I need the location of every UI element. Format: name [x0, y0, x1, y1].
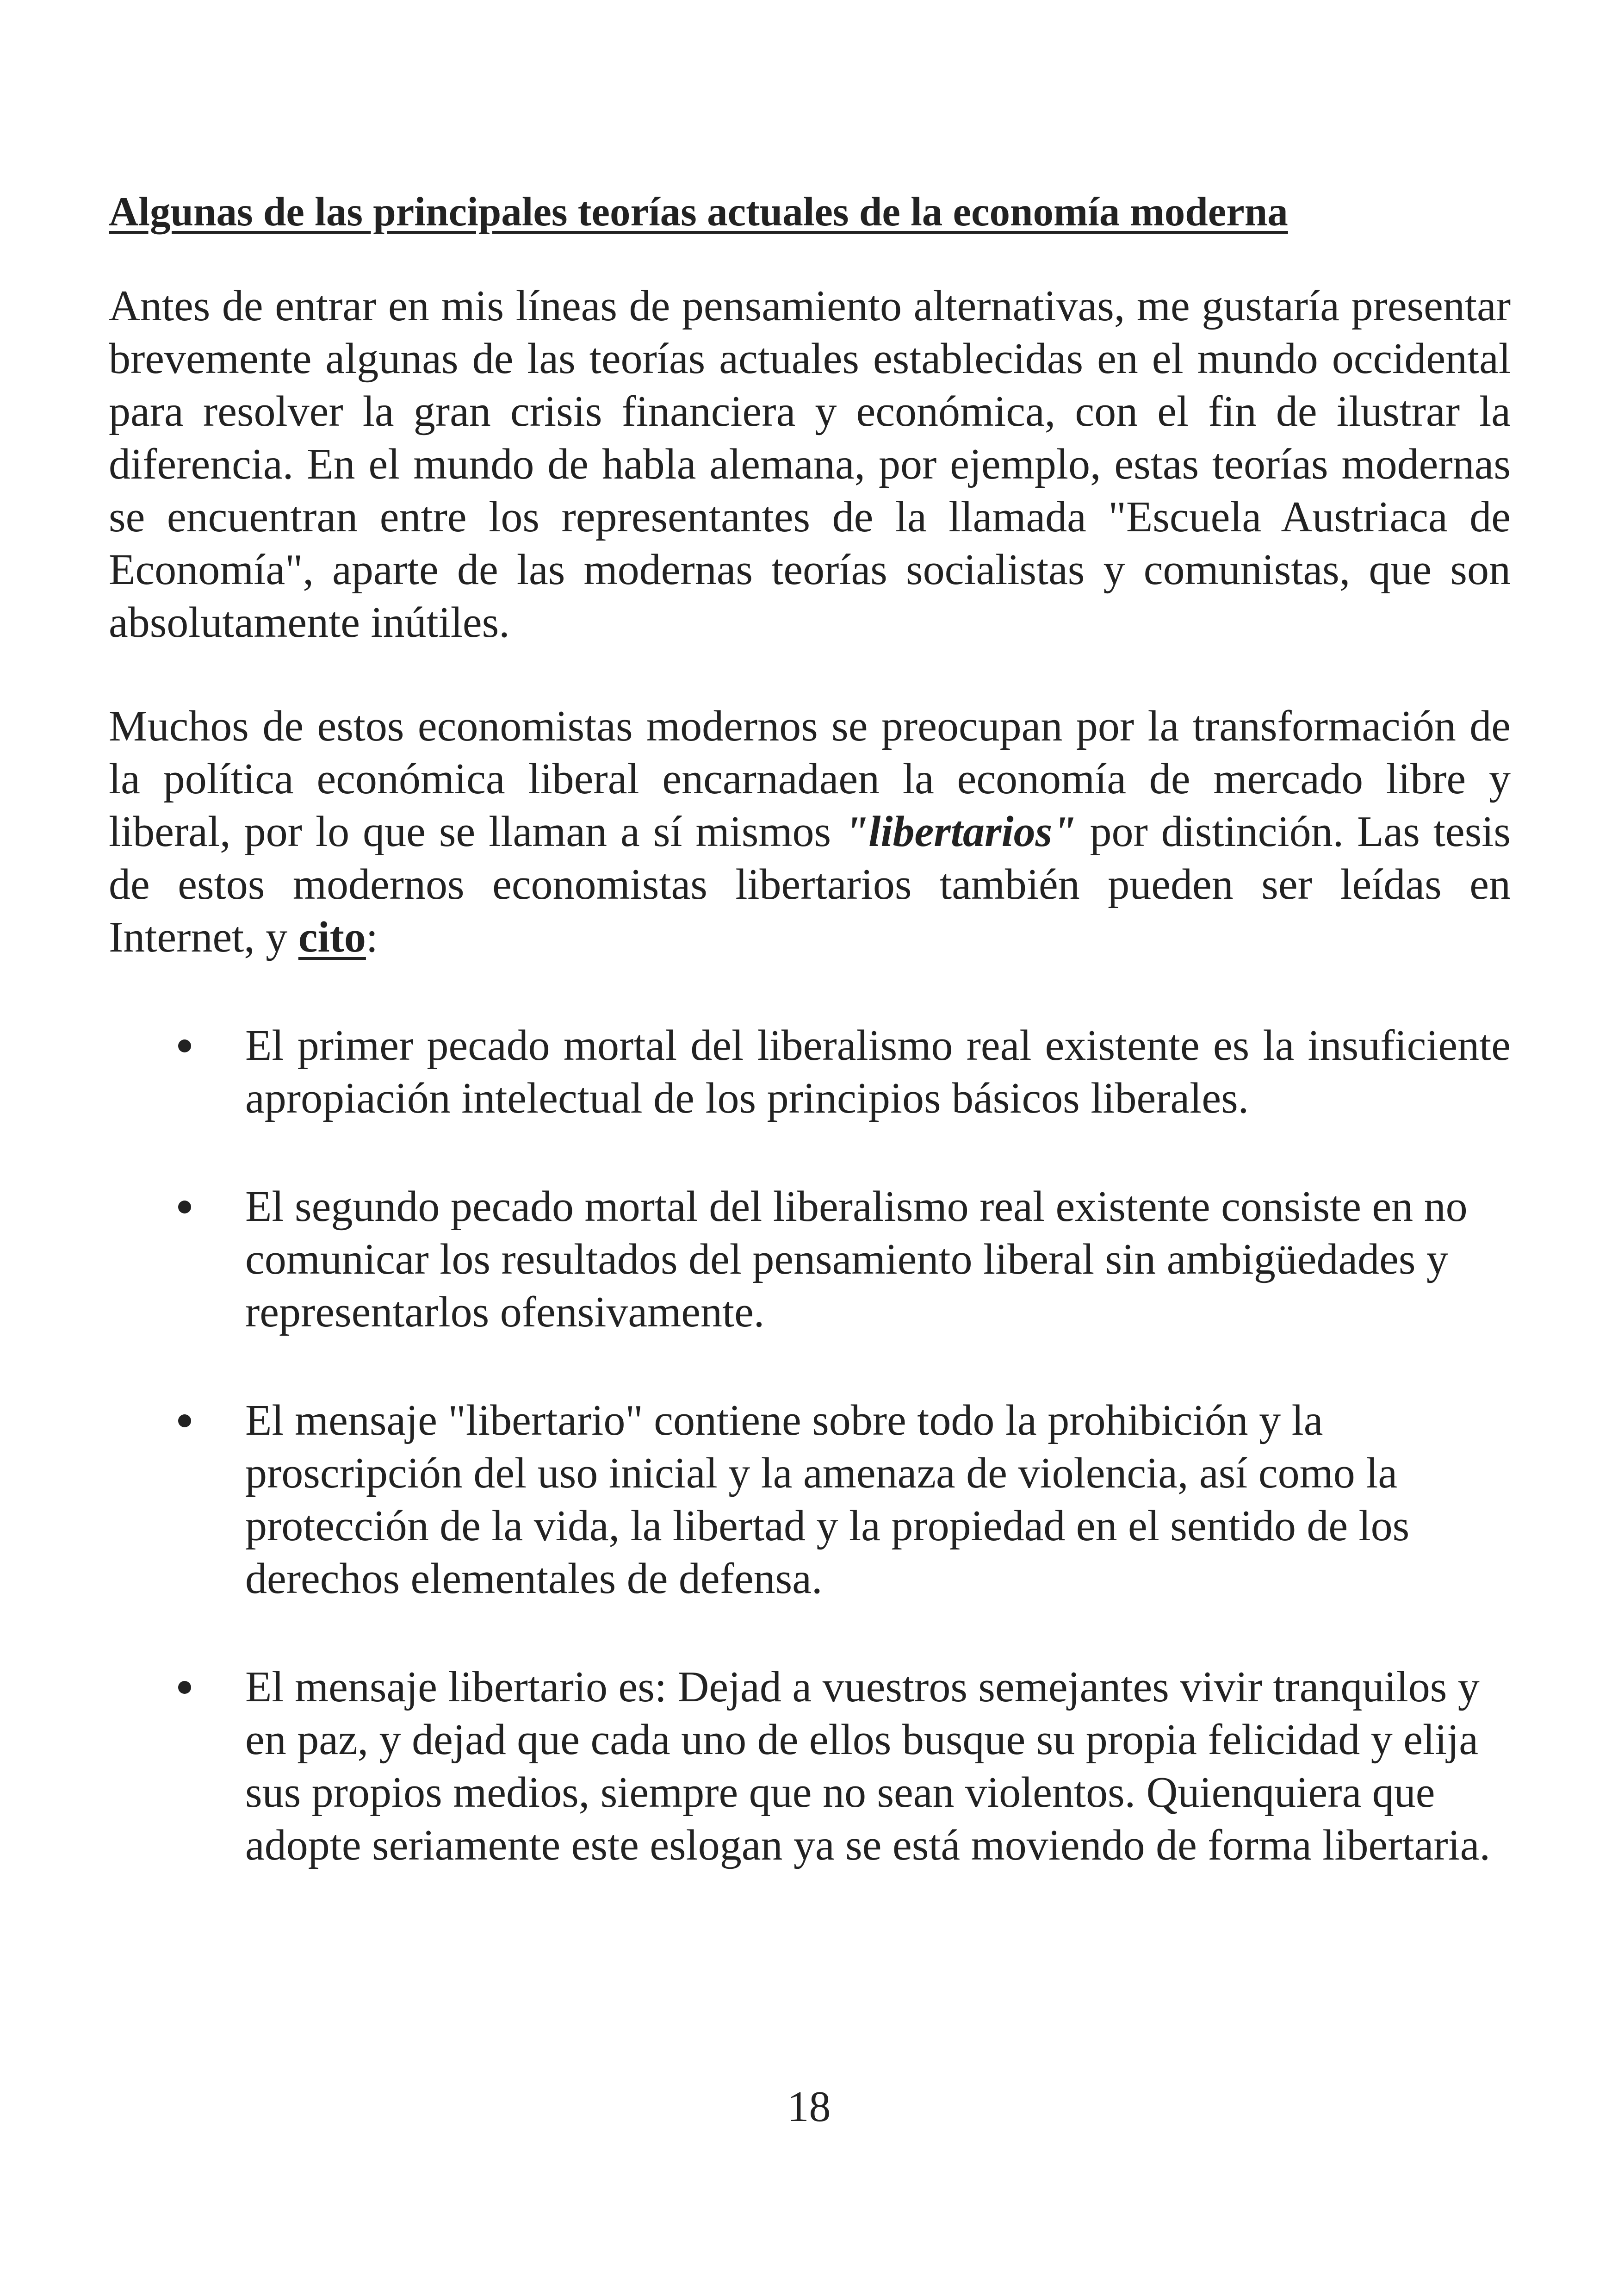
list-item-text: El mensaje "libertario" contiene sobre todo la prohibición y la proscripción del uso inicial y la amenaza de violencia, así como la protección de la vida, la libertad y la propiedad en el sentido de los derechos elementales de defensa.	[245, 1396, 1410, 1603]
bullet-icon	[178, 1039, 191, 1052]
document-page	[109, 187, 1511, 1927]
paragraph-text-part1: Muchos de estos economistas modernos se preocupan por la transformación de la política económica liberal encarnadaen la economía de mercado libre y liberal, por lo que se llaman a sí mismos	[109, 702, 1511, 856]
paragraph-text-part3: :	[366, 913, 378, 961]
list-item	[109, 1661, 1511, 1872]
bullet-icon	[178, 1414, 191, 1427]
bullet-icon	[178, 1681, 191, 1694]
list-item	[109, 1019, 1511, 1125]
list-item-text: El mensaje libertario es: Dejad a vuestros semejantes vivir tranquilos y en paz, y dejad que cada uno de ellos busque su propia felicidad y elija sus propios medios, siempre que no sean violentos. Quienquiera que adopte seriamente este eslogan ya se está moviendo de forma libertaria.	[245, 1662, 1490, 1869]
list-item	[109, 1394, 1511, 1605]
term-libertarios: "libertarios"	[844, 807, 1077, 856]
list-item-text: El segundo pecado mortal del liberalismo real existente consiste en no comunicar los resultados del pensamiento liberal sin ambigüedades y representarlos ofensivamente.	[245, 1182, 1468, 1336]
bullet-list	[109, 1019, 1511, 1872]
list-item	[109, 1180, 1511, 1338]
bullet-icon	[178, 1201, 191, 1213]
page-number: 18	[787, 2083, 831, 2131]
list-item-text: El primer pecado mortal del liberalismo real existente es la insuficiente apropiación intelectual de los principios básicos liberales.	[245, 1021, 1511, 1122]
paragraph-libertarians	[109, 700, 1511, 964]
paragraph-text-part2: por distinción. Las tesis de estos modernos economistas libertarios también pueden ser leídas en Internet, y	[109, 807, 1511, 961]
paragraph-intro: Antes de entrar en mis líneas de pensamiento alternativas, me gustaría presentar brevemente algunas de las teorías actuales establecidas en el mundo occidental para resolver la gran crisis financiera y económica, con el fin de ilustrar la diferencia. En el mundo de habla alemana, por ejemplo, estas teorías modernas se encuentran entre los representantes de la llamada "Escuela Austriaca de Economía", aparte de las modernas teorías socialistas y comunistas, que son absolutamente inútiles.	[109, 281, 1511, 647]
cite-link: cito	[298, 913, 366, 961]
section-heading: Algunas de las principales teorías actuales de la economía moderna	[109, 189, 1288, 235]
